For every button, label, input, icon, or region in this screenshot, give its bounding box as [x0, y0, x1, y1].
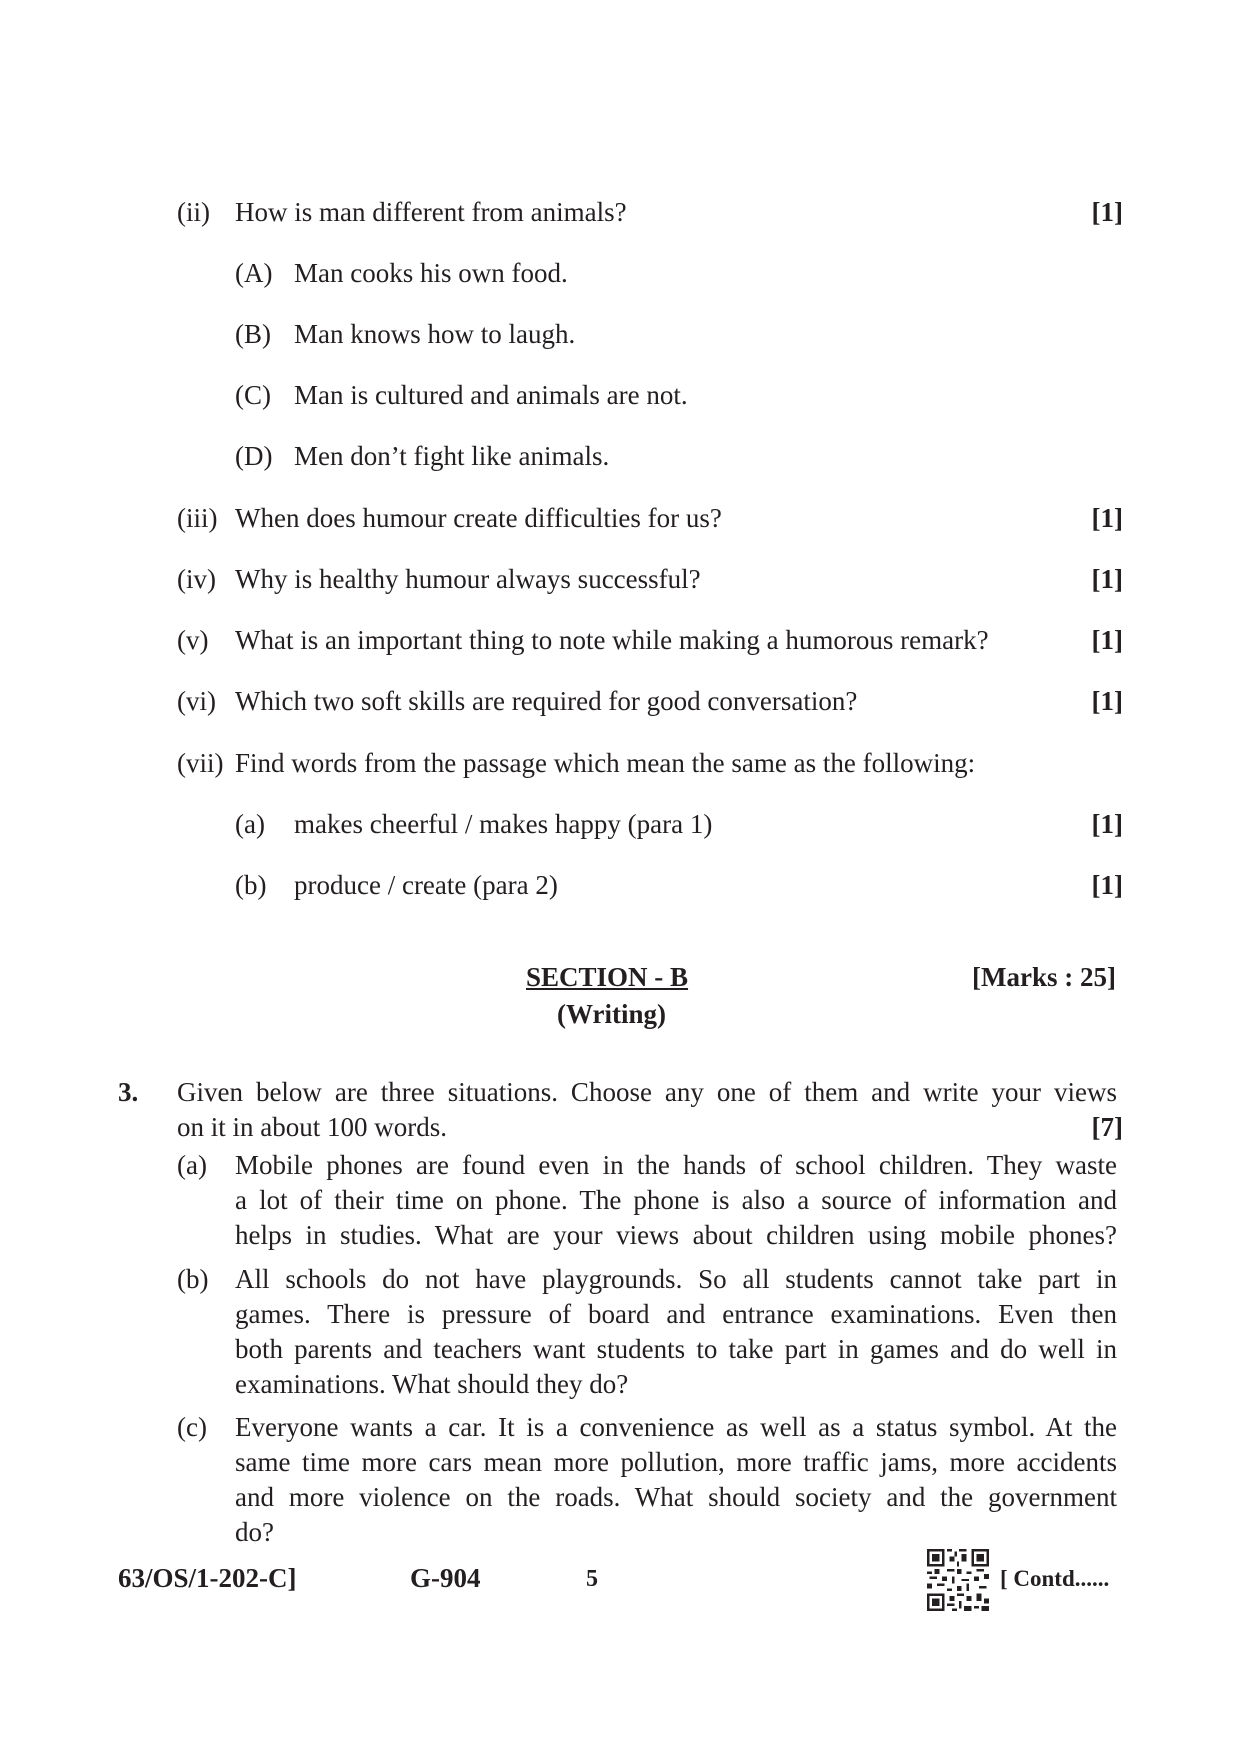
option-label: (B)	[235, 319, 271, 349]
situation-line: examinations. What should they do?	[235, 1369, 629, 1399]
section-marks: [Marks : 25]	[972, 962, 1116, 992]
word-item-label: (a)	[235, 809, 265, 839]
series-code: G-904	[410, 1563, 481, 1593]
situation-line: Everyone wants a car. It is a convenience as well as a status symbol. At the	[235, 1412, 1117, 1442]
question-3-mark: [7]	[1091, 1112, 1123, 1142]
situation-line: and more violence on the roads. What should society and the government	[235, 1482, 1117, 1512]
page-number: 5	[586, 1566, 598, 1592]
situation-line: Mobile phones are found even in the hands of school children. They waste	[235, 1150, 1117, 1180]
question-3-line: Given below are three situations. Choose any one of them and write your views	[177, 1077, 1117, 1107]
question-number: (iii)	[177, 503, 218, 533]
option-label: (C)	[235, 380, 271, 410]
option-label: (A)	[235, 258, 273, 288]
situation-label: (b)	[177, 1264, 209, 1294]
question-text: How is man different from animals?	[235, 197, 627, 227]
question-mark: [1]	[1091, 197, 1123, 227]
word-item-mark: [1]	[1091, 870, 1123, 900]
question-mark: [1]	[1091, 503, 1123, 533]
question-number: (ii)	[177, 197, 210, 227]
qr-code-icon	[927, 1549, 989, 1611]
question-mark: [1]	[1091, 564, 1123, 594]
question-number: (iv)	[177, 564, 216, 594]
question-number: (vii)	[177, 748, 224, 778]
continued-label: [ Contd......	[1000, 1566, 1110, 1591]
paper-code: 63/OS/1-202-C]	[118, 1563, 297, 1593]
situation-text	[235, 1410, 1117, 1550]
question-text: Find words from the passage which mean the same as the following:	[235, 748, 976, 778]
situation-line: both parents and teachers want students to take part in games and do well in	[235, 1334, 1117, 1364]
section-subtitle: (Writing)	[557, 999, 666, 1029]
question-number: (vi)	[177, 686, 216, 716]
word-item-mark: [1]	[1091, 809, 1123, 839]
question-3-prompt	[177, 1075, 1117, 1110]
question-mark: [1]	[1091, 625, 1123, 655]
word-item-text: produce / create (para 2)	[294, 870, 558, 900]
option-text: Man cooks his own food.	[294, 258, 568, 288]
word-item-label: (b)	[235, 870, 267, 900]
question-number: (v)	[177, 625, 209, 655]
option-label: (D)	[235, 441, 273, 471]
question-text: When does humour create difficulties for us?	[235, 503, 722, 533]
question-mark: [1]	[1091, 686, 1123, 716]
word-item-text: makes cheerful / makes happy (para 1)	[294, 809, 713, 839]
question-text: What is an important thing to note while making a humorous remark?	[235, 625, 989, 655]
situation-line: same time more cars mean more pollution, more traffic jams, more accidents	[235, 1447, 1117, 1477]
situation-line: All schools do not have playgrounds. So all students cannot take part in	[235, 1264, 1117, 1294]
question-3-number: 3.	[118, 1077, 139, 1107]
situation-line: do?	[235, 1517, 274, 1547]
situation-text	[235, 1262, 1117, 1402]
question-text: Which two soft skills are required for good conversation?	[235, 686, 858, 716]
question-3-line: on it in about 100 words.	[177, 1112, 447, 1142]
option-text: Man is cultured and animals are not.	[294, 380, 688, 410]
situation-label: (c)	[177, 1412, 207, 1442]
situation-line: helps in studies. What are your views about children using mobile phones?	[235, 1220, 1117, 1250]
option-text: Men don’t fight like animals.	[294, 441, 610, 471]
situation-label: (a)	[177, 1150, 207, 1180]
situation-text	[235, 1148, 1117, 1253]
question-text: Why is healthy humour always successful?	[235, 564, 701, 594]
option-text: Man knows how to laugh.	[294, 319, 576, 349]
section-title: SECTION - B	[526, 962, 689, 992]
situation-line: a lot of their time on phone. The phone is also a source of information and	[235, 1185, 1117, 1215]
situation-line: games. There is pressure of board and entrance examinations. Even then	[235, 1299, 1117, 1329]
